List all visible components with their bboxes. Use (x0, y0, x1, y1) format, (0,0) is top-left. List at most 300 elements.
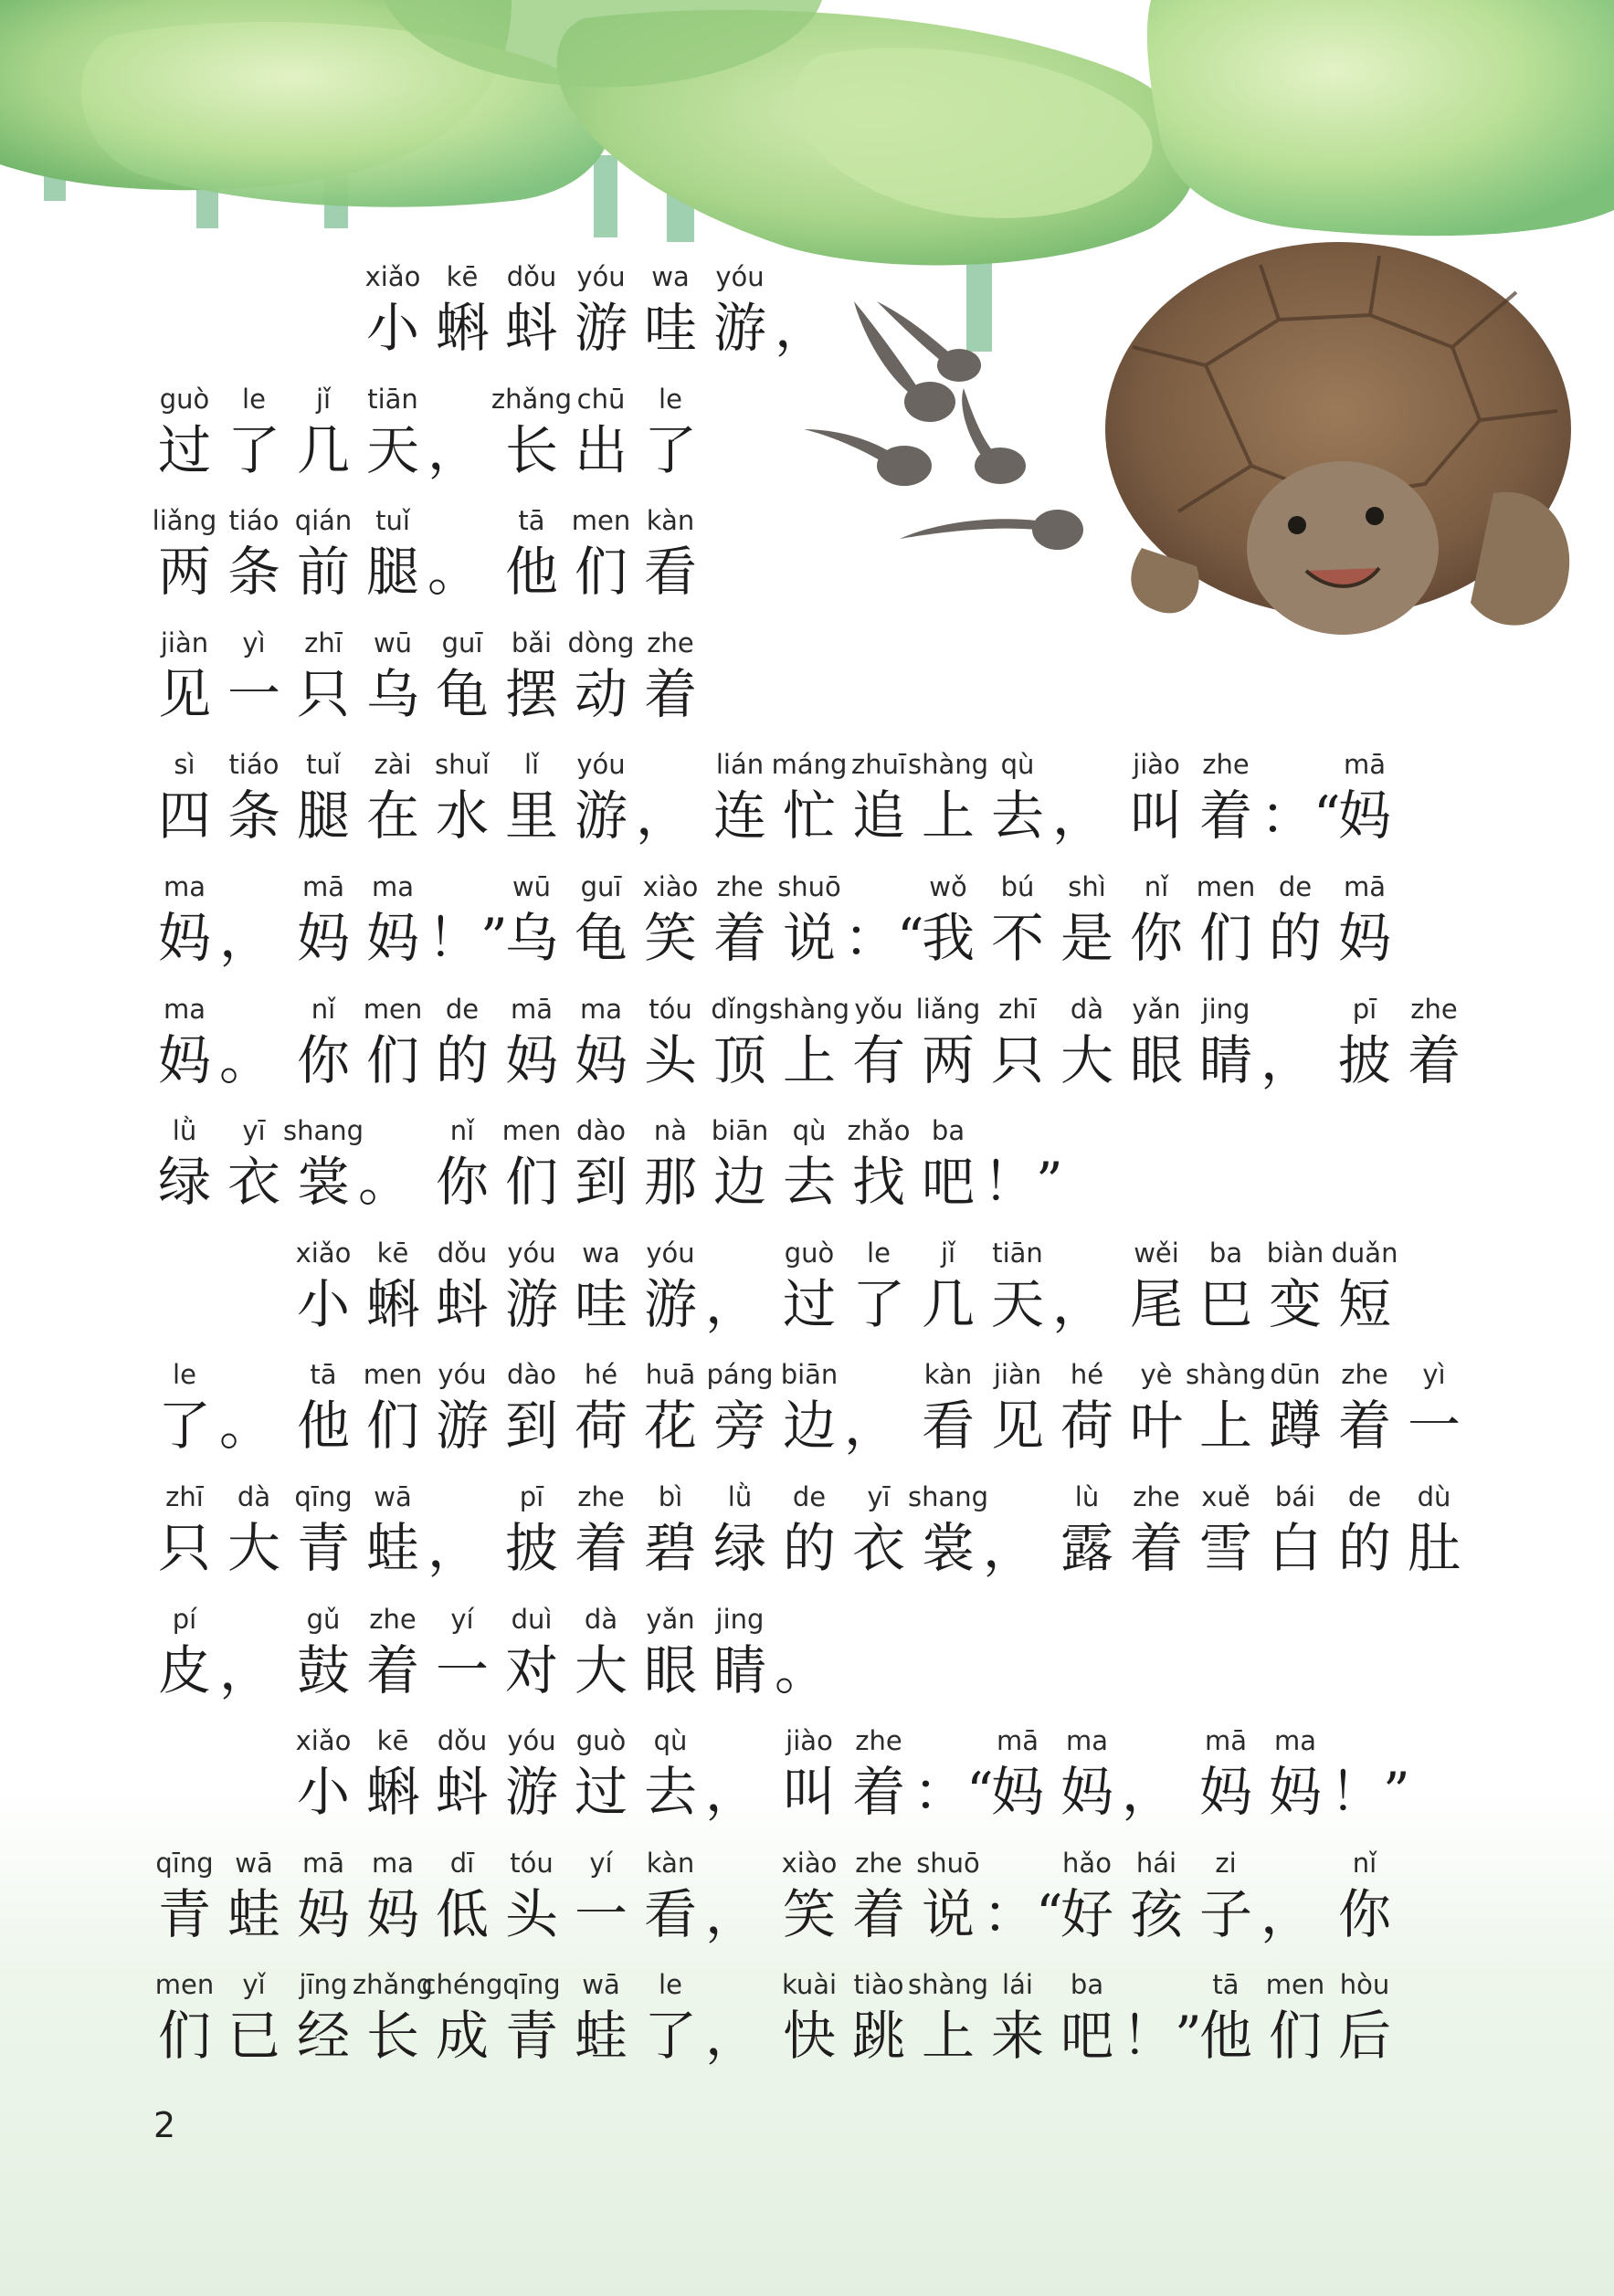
hanzi: 游 (643, 1272, 697, 1335)
ruby-character (775, 1725, 844, 1826)
hanzi: 条 (227, 785, 280, 848)
ruby-character (219, 1481, 289, 1582)
hanzi: 游 (712, 297, 766, 359)
punctuation: ， (1122, 1761, 1176, 1824)
hanzi: 看 (921, 1395, 975, 1458)
ruby-character (219, 749, 289, 849)
hanzi: 头 (643, 1028, 697, 1091)
hanzi: 们 (1268, 2005, 1322, 2068)
pinyin: yóu (576, 261, 626, 292)
ruby-character (705, 1848, 775, 1948)
ruby-character (705, 1238, 775, 1338)
punctuation: ， (775, 297, 828, 359)
ruby-character (913, 1725, 994, 1826)
punctuation: ：“ (983, 1882, 1063, 1945)
hanzi: 蛙 (574, 2005, 628, 2068)
pinyin: biān (711, 1115, 769, 1147)
ruby-character (497, 871, 566, 972)
ruby-character (1052, 1238, 1122, 1338)
pinyin: liǎng (152, 505, 217, 537)
pinyin: zhe (1410, 993, 1458, 1025)
ruby-character (150, 749, 219, 849)
pinyin: zhī (304, 627, 343, 658)
ruby-character (636, 994, 705, 1094)
pinyin: xuě (1201, 1481, 1250, 1512)
pinyin: bǎi (511, 627, 553, 658)
ruby-character (497, 1481, 566, 1582)
ruby-character (219, 627, 289, 728)
ruby-character (497, 749, 566, 849)
text-line (0, 1848, 1614, 1948)
hanzi: 妈 (296, 907, 350, 969)
hanzi: 四 (157, 785, 211, 848)
ruby-character (775, 1848, 844, 1948)
pinyin: bì (658, 1481, 683, 1512)
hanzi: 低 (435, 1882, 489, 1945)
hanzi: 绿 (157, 1151, 211, 1214)
hanzi: 叫 (782, 1761, 836, 1824)
pinyin: yǎn (1132, 993, 1181, 1025)
ruby-character (983, 1115, 1063, 1216)
hanzi: 龟 (574, 907, 628, 969)
ruby-character (913, 1848, 983, 1948)
pinyin: tā (518, 505, 545, 537)
hanzi: 变 (1268, 1272, 1322, 1335)
pinyin: ba (1070, 1969, 1104, 2001)
hanzi: 一 (1407, 1395, 1461, 1458)
punctuation: ， (705, 2005, 759, 2068)
pinyin: máng (771, 749, 848, 781)
text-line (0, 1238, 1614, 1338)
ruby-character (705, 1481, 775, 1582)
ruby-character (1122, 1848, 1191, 1948)
ruby-character (1191, 871, 1261, 972)
text-line (0, 1969, 1614, 2070)
pinyin: men (363, 1359, 423, 1391)
ruby-character (1330, 1359, 1399, 1459)
punctuation: 。 (427, 541, 481, 604)
hanzi: 妈 (365, 1882, 419, 1945)
hanzi: 了 (851, 1272, 905, 1335)
hanzi: 哇 (643, 297, 697, 359)
hanzi: 上 (921, 785, 975, 848)
pinyin: le (659, 1969, 682, 2001)
pinyin: zài (374, 749, 412, 781)
pinyin: tiào (853, 1969, 904, 2001)
pinyin: lǜ (172, 1115, 197, 1147)
ruby-character (636, 1725, 705, 1826)
pinyin: wā (235, 1847, 273, 1879)
ruby-character (636, 871, 705, 972)
hanzi: 雪 (1198, 1517, 1252, 1579)
hanzi: 蚪 (435, 1761, 489, 1824)
hanzi: 露 (1060, 1517, 1113, 1579)
ruby-character (150, 505, 219, 606)
hanzi: 着 (365, 1638, 419, 1701)
ruby-character (150, 871, 219, 972)
pinyin: mā (1343, 749, 1387, 781)
punctuation: ：“ (844, 907, 924, 969)
ruby-character (427, 749, 497, 849)
ruby-character (775, 1481, 844, 1582)
ruby-character (1399, 994, 1469, 1094)
hanzi: 头 (504, 1882, 558, 1945)
hanzi: 经 (296, 2005, 350, 2068)
pinyin: wū (373, 627, 413, 658)
pinyin: xiào (642, 871, 699, 902)
ruby-character (1330, 994, 1399, 1094)
pinyin: jīng (299, 1969, 348, 2001)
hanzi: 他 (1198, 2005, 1252, 2068)
hanzi: 妈 (1268, 1761, 1322, 1824)
hanzi: 已 (227, 2005, 280, 2068)
hanzi: 后 (1337, 2005, 1391, 2068)
hanzi: 们 (1198, 907, 1252, 969)
text-line (0, 384, 1614, 484)
ruby-character (358, 1481, 427, 1582)
ruby-character (775, 871, 844, 972)
pinyin: de (1347, 1481, 1382, 1512)
ruby-character (907, 1969, 989, 2070)
pinyin: men (1265, 1969, 1325, 2001)
ruby-character (705, 749, 775, 849)
hanzi: 裳 (296, 1151, 350, 1214)
pinyin: shuǐ (435, 749, 490, 781)
hanzi: 游 (574, 785, 628, 848)
hanzi: 腿 (296, 785, 350, 848)
ruby-character (491, 383, 573, 484)
ruby-character (913, 1359, 983, 1459)
pinyin: jing (715, 1603, 765, 1635)
ruby-character (497, 1115, 566, 1216)
pinyin: men (363, 993, 423, 1025)
hanzi: 长 (365, 2005, 419, 2068)
hanzi: 绿 (712, 1517, 766, 1579)
pinyin: jiào (1133, 749, 1180, 781)
ruby-character (636, 1238, 705, 1338)
pinyin: duì (511, 1603, 553, 1635)
punctuation: 。 (219, 1395, 273, 1458)
hanzi: 着 (712, 907, 766, 969)
pinyin: liǎng (915, 993, 981, 1025)
ruby-character (358, 1725, 427, 1826)
hanzi: 小 (365, 297, 419, 359)
hanzi: 大 (574, 1638, 628, 1701)
hanzi: 一 (227, 662, 280, 725)
pinyin: xiǎo (295, 1725, 352, 1757)
hanzi: 游 (504, 1272, 558, 1335)
hanzi: 孩 (1129, 1882, 1183, 1945)
text-line (0, 749, 1614, 849)
ruby-character (566, 1481, 636, 1582)
ruby-character (1330, 1969, 1399, 2070)
ruby-character (1191, 1725, 1261, 1826)
hanzi: 短 (1337, 1272, 1391, 1335)
hanzi: 水 (435, 785, 489, 848)
hanzi: 见 (990, 1395, 1044, 1458)
pinyin: ma (371, 871, 415, 902)
ruby-character (289, 384, 358, 484)
pinyin: jiào (786, 1725, 833, 1757)
pinyin: shì (1068, 871, 1106, 902)
ruby-character (289, 1969, 358, 2070)
ruby-character (289, 994, 358, 1094)
ruby-character (1052, 1359, 1122, 1459)
punctuation: ， (1052, 1272, 1106, 1335)
pinyin: dù (1417, 1481, 1451, 1512)
pinyin: dǐng (711, 993, 769, 1025)
pinyin: yóu (576, 749, 626, 781)
ruby-character (1122, 994, 1191, 1094)
pinyin: wǒ (929, 871, 967, 902)
pinyin: qù (653, 1725, 688, 1757)
punctuation: ！” (983, 1151, 1063, 1214)
text-line (0, 1725, 1614, 1826)
ruby-character (150, 1969, 219, 2070)
ruby-character (358, 1848, 427, 1948)
hanzi: 妈 (1060, 1761, 1113, 1824)
pinyin: ma (163, 993, 206, 1025)
ruby-character (1330, 749, 1399, 849)
hanzi: 边 (782, 1395, 836, 1458)
hanzi: 只 (990, 1028, 1044, 1091)
ruby-character (636, 1848, 705, 1948)
hanzi: 过 (782, 1272, 836, 1335)
text-line (0, 1481, 1614, 1582)
punctuation: ：“ (913, 1761, 994, 1824)
hanzi: 他 (296, 1395, 350, 1458)
lotus-leaves (0, 0, 1614, 265)
ruby-character (497, 1848, 566, 1948)
ruby-character (1191, 1848, 1261, 1948)
pinyin: dào (507, 1359, 556, 1391)
pinyin: kē (376, 1237, 409, 1269)
pinyin: de (1278, 871, 1313, 902)
hanzi: 几 (296, 418, 350, 481)
ruby-character (1191, 994, 1261, 1094)
hanzi: 有 (851, 1028, 905, 1091)
hanzi: 旁 (712, 1395, 766, 1458)
hanzi: 荷 (1060, 1395, 1113, 1458)
hanzi: 肚 (1407, 1517, 1461, 1579)
pinyin: lián (715, 749, 765, 781)
hanzi: 子 (1198, 1882, 1252, 1945)
pinyin: dà (584, 1603, 618, 1635)
ruby-character (636, 1969, 705, 2070)
pinyin: zhe (1133, 1481, 1180, 1512)
hanzi: 在 (365, 785, 419, 848)
pinyin: ma (163, 871, 206, 902)
hanzi: 裳 (921, 1517, 975, 1579)
pinyin: ba (1208, 1237, 1243, 1269)
hanzi: 找 (851, 1151, 905, 1214)
ruby-character (1122, 749, 1191, 849)
pinyin: hòu (1339, 1969, 1390, 2001)
pinyin: pí (172, 1603, 197, 1635)
hanzi: 游 (574, 297, 628, 359)
ruby-character (289, 871, 358, 972)
hanzi: 睛 (1198, 1028, 1252, 1091)
hanzi: 披 (1337, 1028, 1391, 1091)
ruby-character (1122, 1359, 1191, 1459)
pinyin: de (792, 1481, 827, 1512)
hanzi: 妈 (990, 1761, 1044, 1824)
ruby-character (219, 994, 289, 1094)
pinyin: shàng (768, 993, 850, 1025)
pinyin: wa (582, 1237, 620, 1269)
pinyin: yóu (507, 1725, 556, 1757)
ruby-character (1191, 1481, 1261, 1582)
ruby-character (497, 261, 566, 362)
hanzi: 上 (782, 1028, 836, 1091)
hanzi: 了 (643, 2005, 697, 2068)
ruby-character (907, 1481, 989, 1582)
pinyin: yǎn (646, 1603, 695, 1635)
pinyin: bái (1274, 1481, 1316, 1512)
page-number: 2 (153, 2105, 176, 2145)
pinyin: zhǎng (352, 1969, 434, 2001)
ruby-character (358, 871, 427, 972)
hanzi: 一 (574, 1882, 628, 1945)
ruby-character (150, 994, 219, 1094)
pinyin: nǐ (449, 1115, 475, 1147)
pinyin: qián (294, 505, 353, 537)
hanzi: 着 (1407, 1028, 1461, 1091)
ruby-character (1261, 1359, 1330, 1459)
hanzi: 青 (504, 2005, 558, 2068)
ruby-character (844, 1238, 913, 1338)
pinyin: men (154, 1969, 215, 2001)
ruby-character (913, 871, 983, 972)
hanzi: 天 (365, 418, 419, 481)
pinyin: nǐ (1352, 1847, 1377, 1879)
ruby-character (427, 1848, 497, 1948)
pinyin: tā (310, 1359, 337, 1391)
ruby-character (983, 1481, 1052, 1582)
ruby-character (497, 1969, 566, 2070)
pinyin: dǒu (506, 261, 557, 292)
hanzi: 蝌 (435, 297, 489, 359)
hanzi: 两 (921, 1028, 975, 1091)
pinyin: guī (580, 871, 622, 902)
ruby-character (1122, 1725, 1191, 1826)
hanzi: 睛 (712, 1638, 766, 1701)
pinyin: gǔ (306, 1603, 341, 1635)
ruby-character (427, 1115, 497, 1216)
pinyin: guò (575, 1725, 627, 1757)
punctuation: ， (1052, 785, 1106, 848)
pinyin: jiàn (993, 1359, 1042, 1391)
hanzi: 边 (712, 1151, 766, 1214)
hanzi: 妈 (1337, 907, 1391, 969)
pinyin: pī (519, 1481, 544, 1512)
ruby-character (358, 749, 427, 849)
hanzi: 们 (157, 2005, 211, 2068)
pinyin: nǐ (1144, 871, 1169, 902)
hanzi: 花 (643, 1395, 697, 1458)
text-line (0, 871, 1614, 972)
ruby-character (1122, 1969, 1202, 2070)
hanzi: 看 (643, 541, 697, 604)
hanzi: 是 (1060, 907, 1113, 969)
pinyin: le (659, 383, 682, 415)
ruby-character (289, 1848, 358, 1948)
hanzi: 的 (782, 1517, 836, 1579)
ruby-character (844, 1969, 913, 2070)
pinyin: lǜ (727, 1481, 753, 1512)
pinyin: zhǎng (491, 383, 573, 415)
pinyin: yóu (646, 1237, 695, 1269)
ruby-character (705, 261, 775, 362)
ruby-character (566, 1115, 636, 1216)
punctuation: 。 (775, 1638, 828, 1701)
hanzi: 只 (296, 662, 350, 725)
hanzi: 里 (504, 785, 558, 848)
ruby-character (1191, 1969, 1261, 2070)
pinyin: guò (784, 1237, 835, 1269)
hanzi: 乌 (504, 907, 558, 969)
hanzi: 笑 (643, 907, 697, 969)
hanzi: 着 (851, 1761, 905, 1824)
ruby-character (1122, 871, 1191, 972)
pinyin: pī (1352, 993, 1377, 1025)
punctuation: ， (1261, 1028, 1314, 1091)
ruby-character (636, 1481, 705, 1582)
pinyin: xiǎo (364, 261, 421, 292)
pinyin: jǐ (940, 1237, 956, 1269)
ruby-character (983, 1969, 1052, 2070)
ruby-character (983, 994, 1052, 1094)
ruby-character (1052, 1725, 1122, 1826)
ruby-character (497, 1359, 566, 1459)
ruby-character (771, 749, 848, 849)
pinyin: shàng (907, 749, 989, 781)
hanzi: 青 (157, 1882, 211, 1945)
ruby-character (636, 1359, 705, 1459)
ruby-character (566, 1725, 636, 1826)
hanzi: 摆 (504, 662, 558, 725)
pinyin: yí (450, 1603, 474, 1635)
hanzi: 跳 (851, 2005, 905, 2068)
pinyin: men (501, 1115, 562, 1147)
ruby-character (705, 1359, 775, 1459)
pinyin: dūn (1270, 1359, 1321, 1391)
ruby-character (1261, 749, 1341, 849)
pinyin: hǎo (1062, 1847, 1112, 1879)
ruby-character (289, 1725, 358, 1826)
pinyin: chū (576, 383, 626, 415)
hanzi: 过 (574, 1761, 628, 1824)
pinyin: hái (1135, 1847, 1177, 1879)
hanzi: 妈 (365, 907, 419, 969)
pinyin: zhe (855, 1725, 902, 1757)
pinyin: qīng (155, 1847, 214, 1879)
hanzi: 们 (574, 541, 628, 604)
ruby-character (289, 1359, 358, 1459)
hanzi: 长 (504, 418, 558, 481)
hanzi: 着 (1129, 1517, 1183, 1579)
hanzi: 动 (574, 662, 628, 725)
pinyin: kē (446, 261, 479, 292)
pinyin: men (571, 505, 631, 537)
punctuation: ， (636, 785, 690, 848)
ruby-character (150, 1359, 219, 1459)
hanzi: 小 (296, 1761, 350, 1824)
hanzi: 游 (504, 1761, 558, 1824)
hanzi: 妈 (574, 1028, 628, 1091)
hanzi: 条 (227, 541, 280, 604)
ruby-character (1261, 1848, 1330, 1948)
